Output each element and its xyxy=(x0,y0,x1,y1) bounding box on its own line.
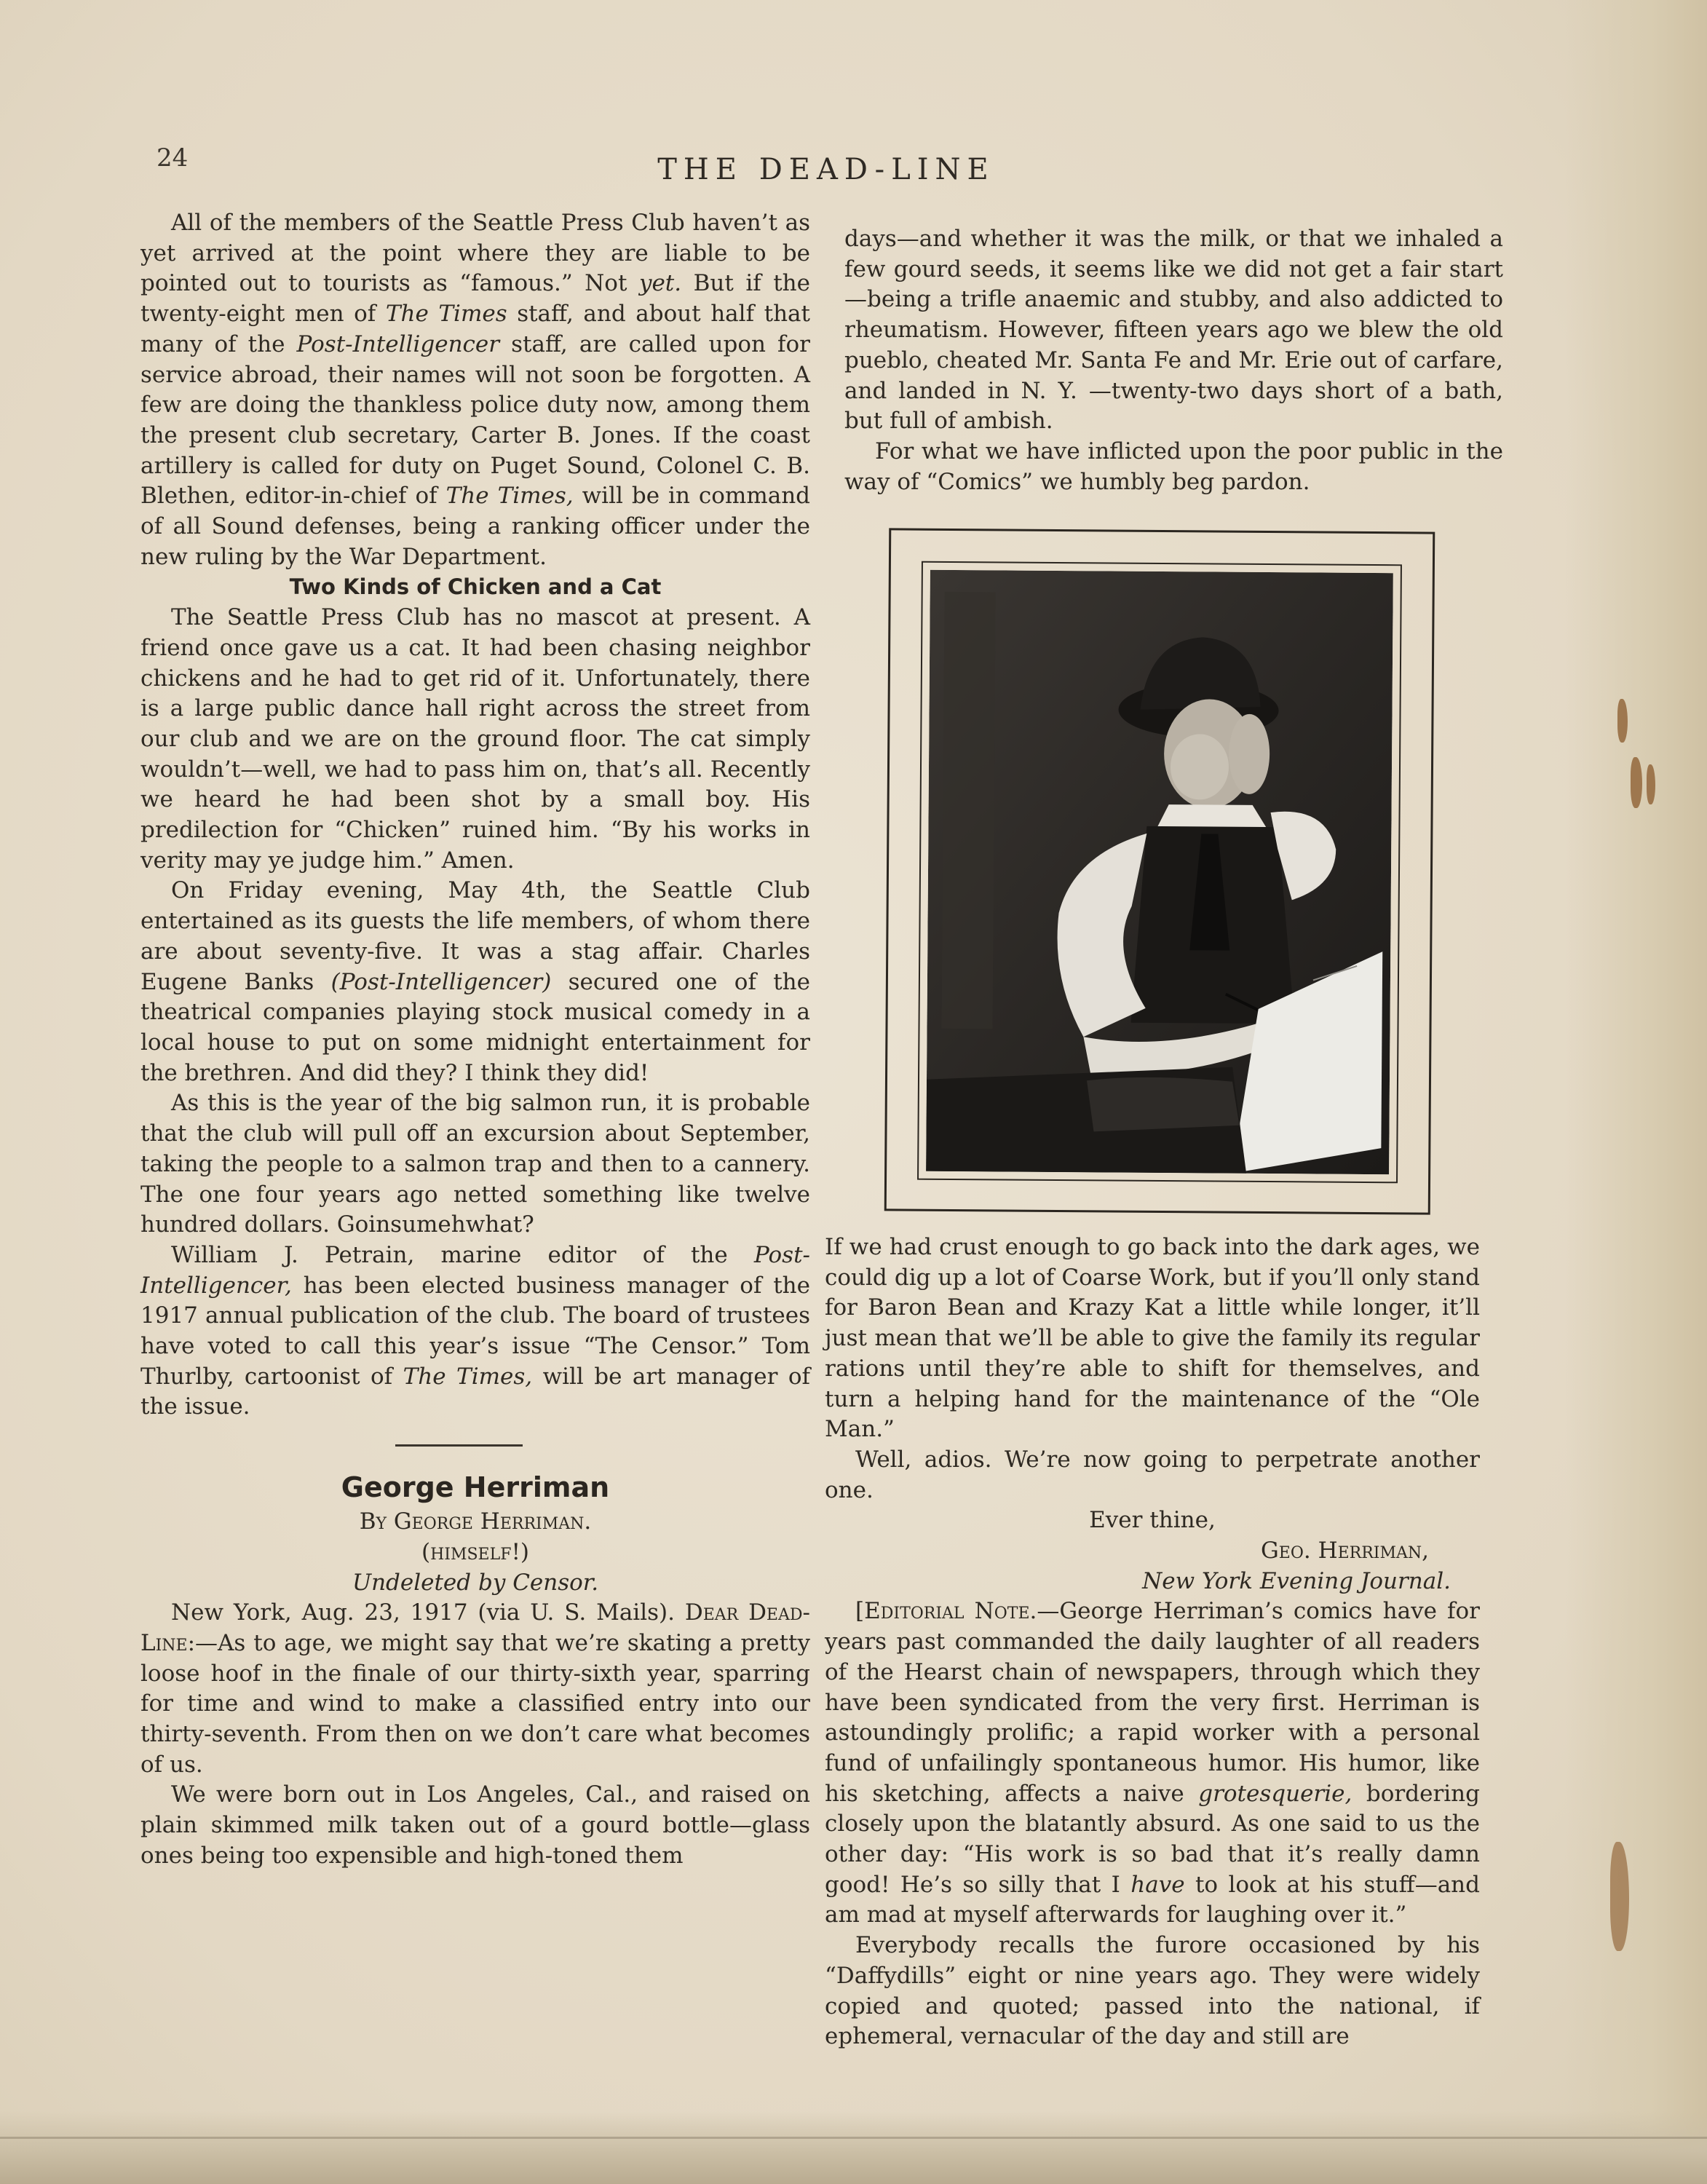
text-run: will be art manager of the issue. xyxy=(140,1363,811,1420)
paragraph: Well, adios. We’re now going to perpetrate another one. xyxy=(825,1446,1480,1503)
right-column-top xyxy=(844,224,1503,497)
paragraph: For what we have inflicted upon the poor public in the way of “Comics” we humbly beg pardon. xyxy=(844,438,1503,495)
signature-affiliation: New York Evening Journal. xyxy=(1142,1567,1451,1594)
text-run: staff, and about half that many of the xyxy=(140,301,810,357)
text-run: On Friday evening, May 4th, the Seattle Club entertained as its guests the life members, of whom there are about seventy-five. It was a stag affair. Charles Eugene Banks xyxy=(140,877,810,995)
divider-rule xyxy=(395,1444,523,1447)
rust-stain xyxy=(1647,764,1655,804)
article-title: George Herriman xyxy=(341,1471,610,1504)
running-title: THE DEAD-LINE xyxy=(657,153,995,186)
text-run: But if the twenty-eight men of xyxy=(140,270,810,328)
text-run: bordering closely upon the blatantly absurd. As one said to us the other day: “His work is so bad that it’s really damn good! He’s so silly that I xyxy=(825,1780,1480,1898)
paper-fold-line xyxy=(0,2137,1707,2139)
byline: By George Herriman. xyxy=(359,1508,592,1535)
byline-note: (himself!) xyxy=(421,1538,530,1565)
portrait-photo-frame xyxy=(884,528,1435,1214)
paragraph xyxy=(140,1241,810,1423)
rust-stain xyxy=(1617,699,1628,743)
portrait-photo-border xyxy=(917,561,1402,1184)
paper-edge-right xyxy=(1565,0,1707,2184)
text-run: will be in command of all Sound defenses, being a ranking officer under the new ruling by the War Department. xyxy=(140,483,811,570)
text-run: The Times, xyxy=(445,483,574,510)
text-run: The Times xyxy=(385,301,507,328)
paragraph: The Seattle Press Club has no mascot at present. A friend once gave us a cat. It had been chasing neighbor chickens and he had to get rid of it. Unfortunately, there is a large public dance hall right across the street from our club and we are on the ground floor. The cat simply wouldn’t—well, we had to pass him on, that’s all. Recently we heard he had been shot by a small boy. His predilection for “Chicken” ruined him. “By his works in verity may ye judge him.” Amen. xyxy=(140,604,810,874)
text-run: (Post-Intelligencer) xyxy=(330,968,552,995)
paragraph: days—and whether it was the milk, or that we inhaled a few gourd seeds, it seems like we did not get a fair start—being a trifle anaemic and stubby, and also addicted to rheumatism. However, fifteen years ago we blew the old pueblo, cheated Mr. Santa Fe and Mr. Erie out of carfare, and landed in N. Y. —twenty-two days short of a bath, but full of ambish. xyxy=(844,226,1503,435)
byline-note: Undeleted by Censor. xyxy=(352,1569,599,1596)
paragraph xyxy=(140,876,810,1088)
text-run: to look at his stuff—and am mad at myself afterwards for laughing over it.” xyxy=(825,1871,1480,1928)
text-run: has been elected business manager of the 1917 annual publication of the club. The board of trustees have voted to call this year’s issue “The Censor.” Tom Thurlby, cartoonist of xyxy=(140,1272,810,1390)
text-run: secured one of the theatrical companies playing stock musical comedy in a local house to put on some midnight entertainment for the brethren. And did they? I think they did! xyxy=(140,968,810,1086)
text-run: grotesquerie, xyxy=(1198,1780,1352,1807)
text-run: Post-Intelligencer, xyxy=(140,1241,810,1299)
text-run: —George Herriman’s comics have for years past commanded the daily laughter of all readers of the Hearst chain of newspapers, through which they have been syndicated from the very first. Herriman is astoundingly prolific; a rapid worker with a personal fund of unfailingly spontaneous humor. His humor, like his sketching, affects a naive xyxy=(825,1598,1480,1807)
text-run: have xyxy=(1130,1871,1185,1898)
text-run: All of the members of the Seattle Press Club haven’t as yet arrived at the point where they are liable to be pointed out to tourists as “famous.” Not xyxy=(140,210,810,297)
portrait-photo xyxy=(926,570,1393,1174)
paragraph: If we had crust enough to go back into the dark ages, we could dig up a lot of Coarse Work, but if you’ll only stand for Baron Bean and Krazy Kat a little while longer, it’ll just mean that we’ll be able to give the family its regular rations until they’re able to shift for themselves, and turn a helping hand for the maintenance of the “Ole Man.” xyxy=(825,1234,1480,1443)
paragraph: Everybody recalls the furore occasioned by his “Daffydills” eight or nine years ago. They were widely copied and quoted; passed into the national, if ephemeral, vernacular of the day and still are xyxy=(825,1932,1480,2050)
paragraph xyxy=(140,1598,810,1780)
paper-edge-bottom xyxy=(0,2111,1707,2184)
text-run: Post-Intelligencer xyxy=(296,331,500,357)
salutation: Dear Dead-Line: xyxy=(140,1599,810,1656)
section-divider xyxy=(140,1423,810,1468)
paragraph: As this is the year of the big salmon run, it is probable that the club will pull off an excursion about September, taking the people to a salmon trap and then to a cannery. The one four years ago netted something like twelve hundred dollars. Goinsumehwhat? xyxy=(140,1090,810,1238)
text-run: The Times, xyxy=(403,1363,533,1390)
rust-stain xyxy=(1631,757,1642,808)
paragraph xyxy=(140,208,810,572)
text-run: —As to age, we might say that we’re skating a pretty loose hoof in the finale of our thirty-sixth year, sparring for time and wind to make a classified entry into our thirty-seventh. From then on we don’t care what becomes of us. xyxy=(140,1629,810,1778)
text-run: William J. Petrain, marine editor of the xyxy=(171,1241,754,1268)
text-run: staff, are called upon for service abroad, their names will not soon be forgotten. A few are doing the thankless police duty now, among them the present club secretary, Carter B. Jones. If the coast artillery is called for duty on Puget Sound, Colonel C. B. Blethen, editor-in-chief of xyxy=(140,331,810,510)
page-number: 24 xyxy=(157,143,189,173)
editorial-note-label: Editorial Note. xyxy=(864,1598,1037,1625)
signature: Geo. Herriman, xyxy=(1261,1538,1429,1564)
text-run: [ xyxy=(855,1598,865,1625)
letter-closing: Ever thine, xyxy=(1089,1507,1216,1534)
right-column-bottom xyxy=(825,1233,1480,2052)
rust-stain xyxy=(1610,1842,1629,1951)
left-column xyxy=(140,208,810,1872)
section-subhead: Two Kinds of Chicken and a Cat xyxy=(289,574,662,600)
text-run: yet. xyxy=(638,270,682,297)
paragraph xyxy=(825,1597,1480,1931)
text-run: New York, Aug. 23, 1917 (via U. S. Mails). xyxy=(171,1599,685,1626)
paragraph: We were born out in Los Angeles, Cal., and raised on plain skimmed milk taken out of a gourd bottle—glass ones being too expensible and high-toned them xyxy=(140,1781,810,1869)
